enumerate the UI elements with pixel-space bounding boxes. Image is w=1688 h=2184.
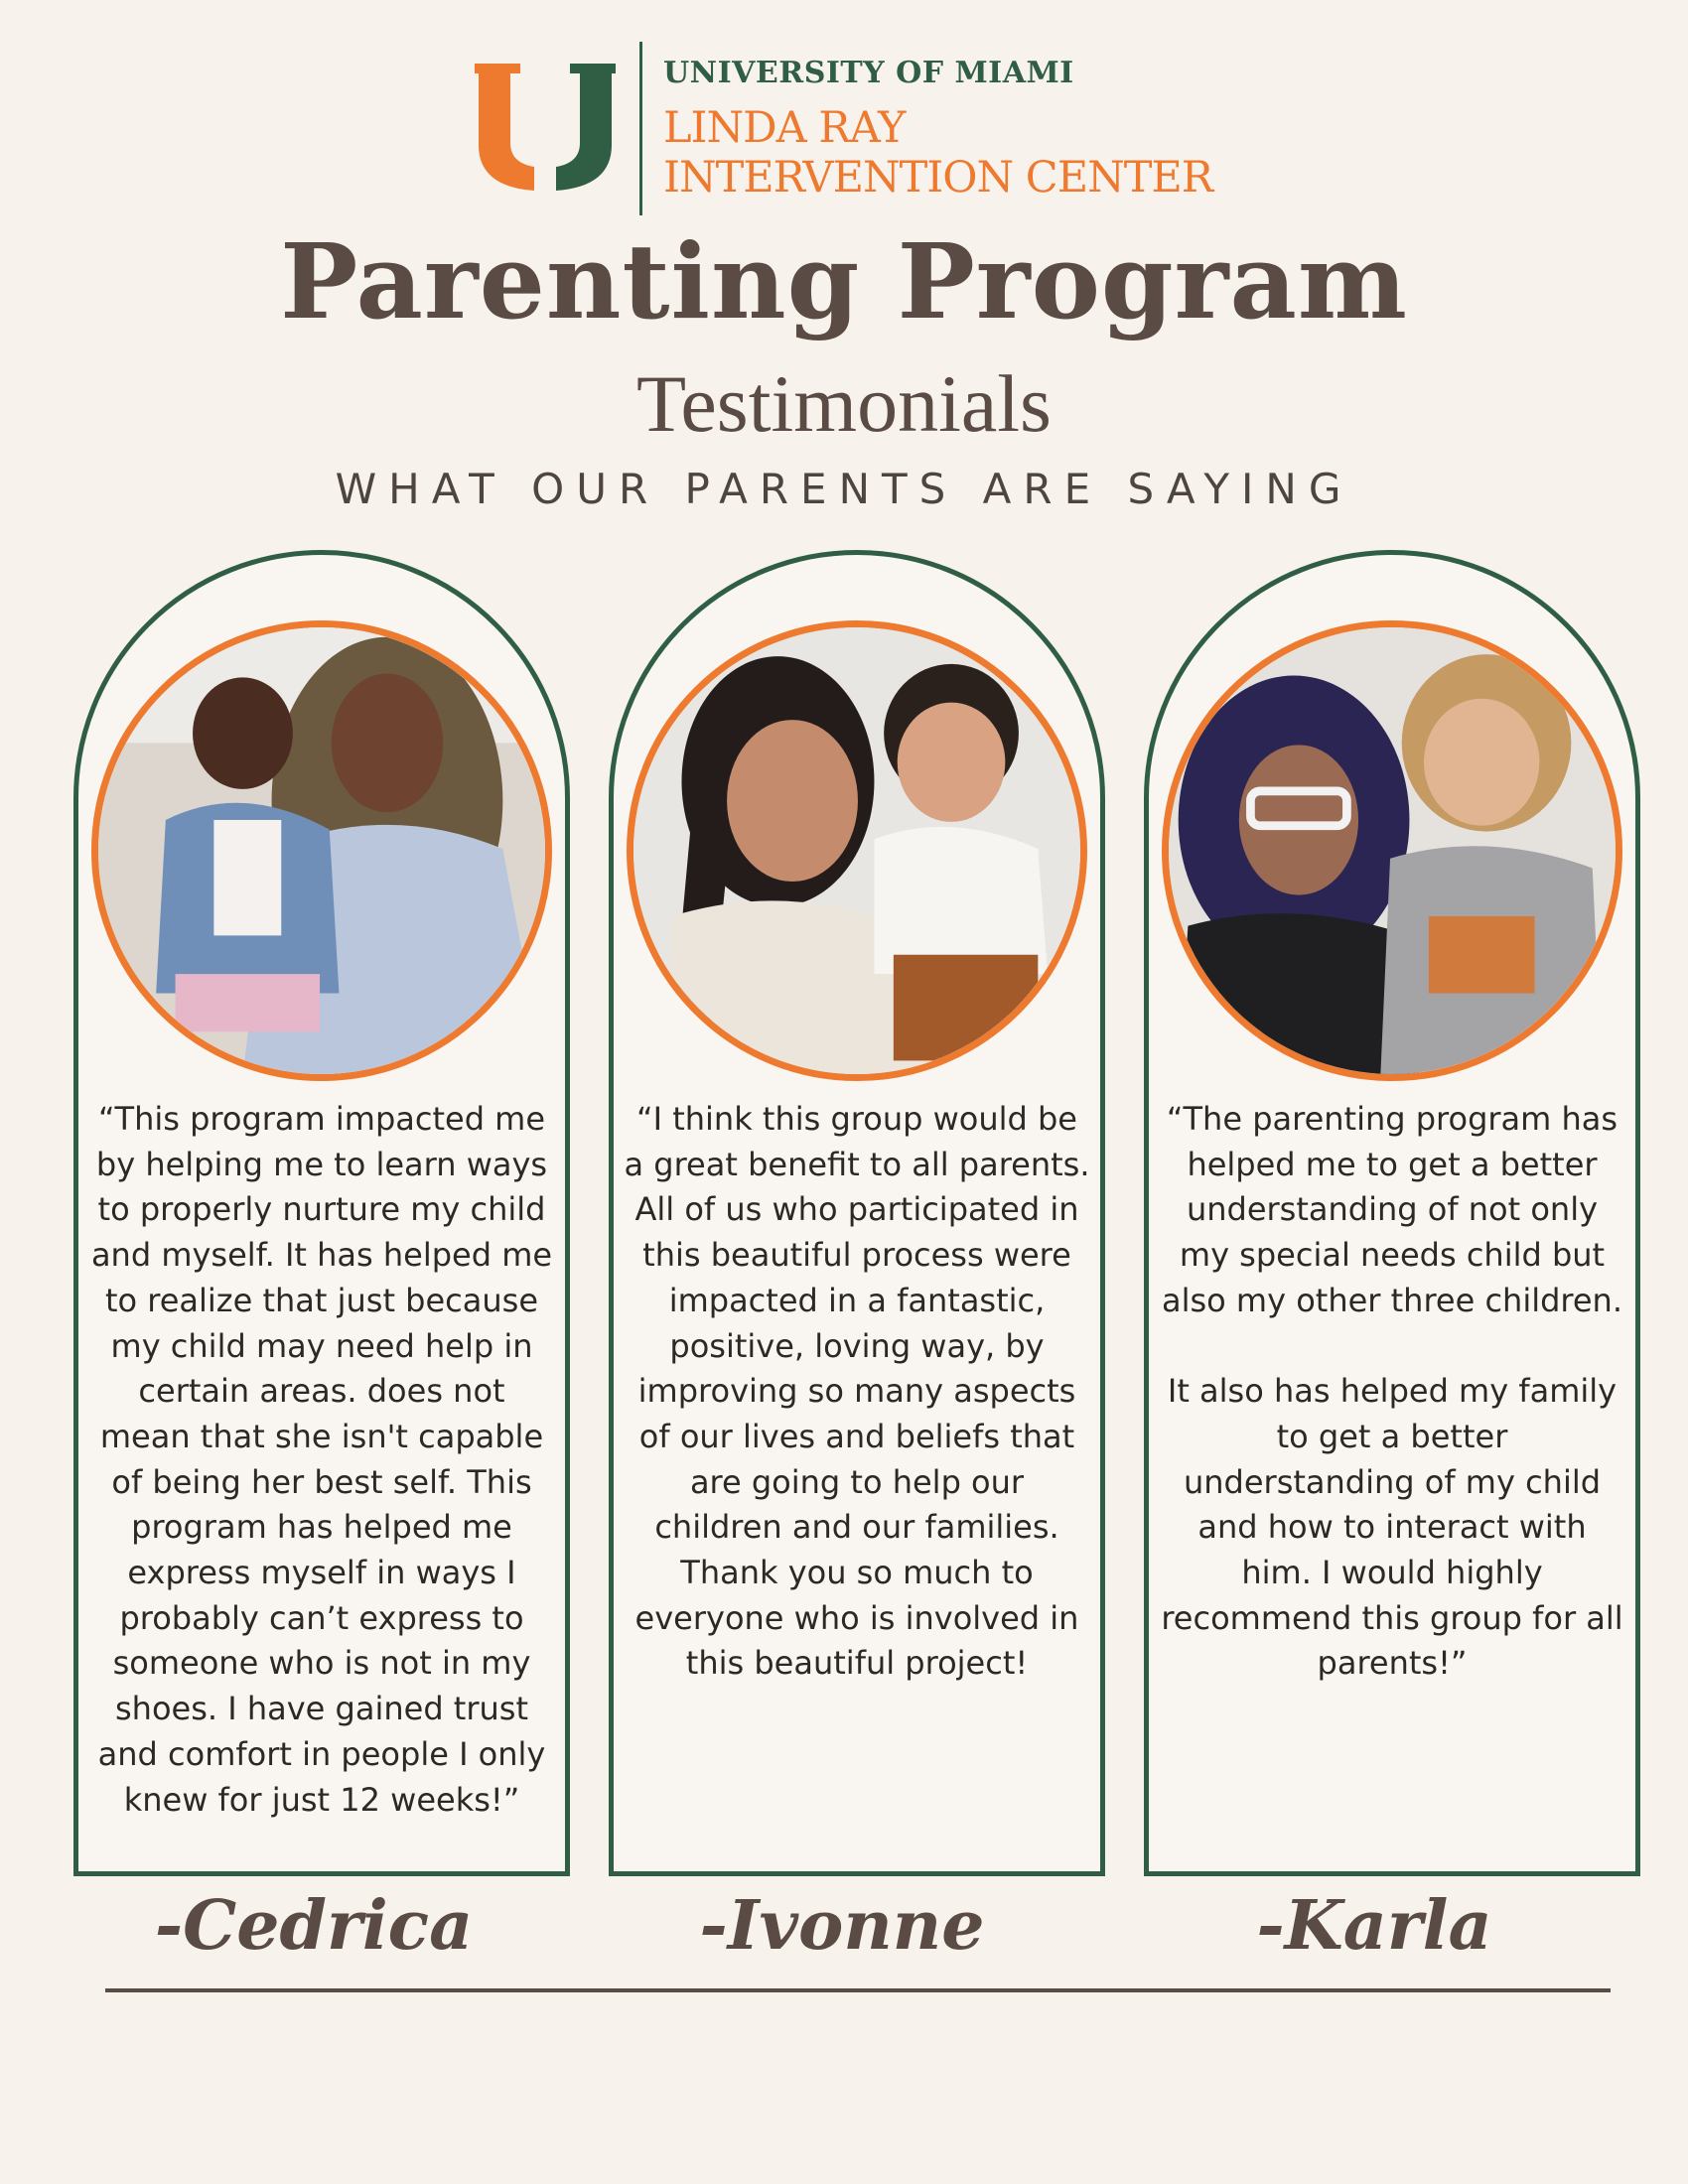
university-u-logo-icon bbox=[475, 64, 616, 191]
page-title: Parenting Program bbox=[280, 220, 1408, 342]
testimonial-card-karla bbox=[1144, 550, 1640, 1876]
bottom-divider bbox=[105, 1988, 1611, 1992]
center-name-line-2: INTERVENTION CENTER bbox=[663, 153, 1213, 203]
testimonial-quote: “I think this group would be a great benefit to all parents. All of us who participated in this beautiful process were impacted in a fantastic, positive, loving way, by improving so many aspects of our lives and beliefs that are going to help our children and our families. Thank you so much to everyone who is involved in this beautiful project! bbox=[624, 1100, 1090, 1683]
testimonial-card-ivonne bbox=[609, 550, 1105, 1876]
testimonial-author: -Ivonne bbox=[699, 1886, 985, 1966]
mother-and-baby-photo bbox=[627, 620, 1087, 1081]
testimonial-author: -Karla bbox=[1256, 1886, 1492, 1966]
center-name bbox=[663, 103, 1212, 203]
page-tagline: WHAT OUR PARENTS ARE SAYING bbox=[335, 465, 1353, 513]
testimonial-card-cedrica bbox=[73, 550, 570, 1876]
testimonial-quote: “The parenting program has helped me to get a better understanding of not only my special needs child but also my other three children. It also has helped my family to get a better understanding of my child and how to interact with him. I would highly recommend this group for all parents!” bbox=[1161, 1100, 1623, 1683]
center-name-line-1: LINDA RAY bbox=[663, 103, 906, 153]
logo-divider bbox=[639, 42, 642, 215]
mother-and-toddler-photo bbox=[91, 620, 552, 1081]
page-subtitle: Testimonials bbox=[636, 358, 1052, 449]
university-name: UNIVERSITY OF MIAMI bbox=[663, 56, 1074, 90]
mother-and-child-photo bbox=[1162, 620, 1622, 1081]
testimonial-author: -Cedrica bbox=[154, 1886, 474, 1966]
logo-block bbox=[475, 42, 1229, 215]
testimonial-quote: “This program impacted me by helping me to learn ways to properly nurture my child and myself. It has helped me to realize that just because my child may need help in certain areas. does not mean that she isn't capable of being her best self. This program has helped me express myself in ways I probably can’t express to someone who is not in my shoes. I have gained trust and comfort in people I only knew for just 12 weeks!” bbox=[90, 1100, 553, 1819]
